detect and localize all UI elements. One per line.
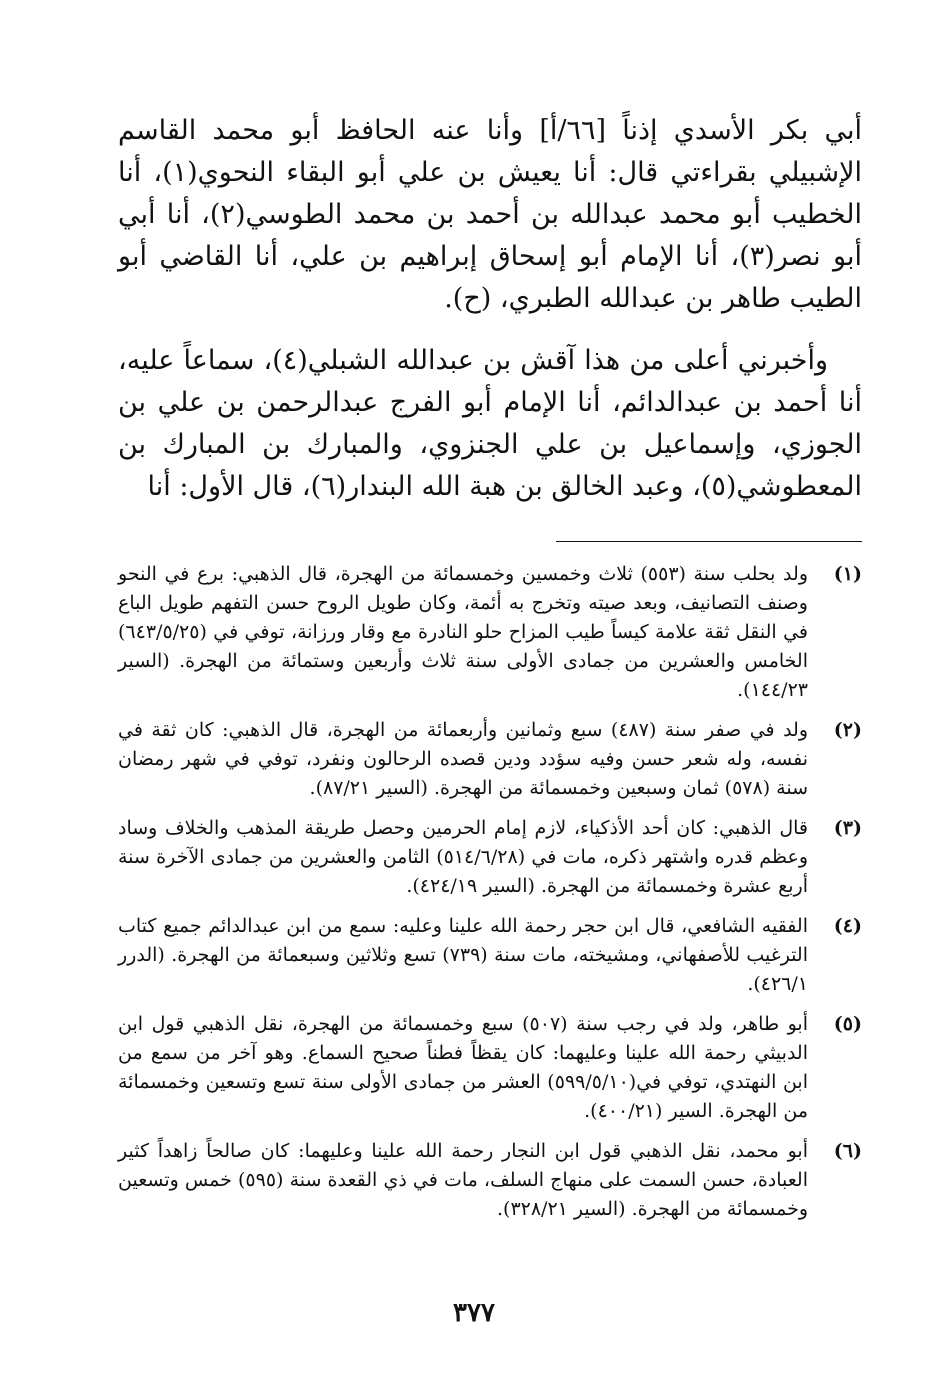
footnote-number: (١) <box>833 563 862 585</box>
footnote-number: (٦) <box>833 1140 862 1162</box>
footnote-2 <box>118 716 862 803</box>
footnotes <box>118 560 862 1235</box>
main-paragraph-2: وأخبرني أعلى من هذا آقش بن عبدالله الشبلي(٤)، سماعاً عليه، أنا أحمد بن عبدالدائم، أنا الإمام أبو الفرج عبدالرحمن بن علي بن الجوزي، وإسماعيل بن علي الجنزوي، والمبارك بن المبارك بن المعطوشي(٥)، وعبد الخالق بن هبة الله البندار(٦)، قال الأول: أنا <box>118 345 862 502</box>
page-number: ٣٧٧ <box>453 1298 495 1328</box>
footnote-number: (٤) <box>833 915 862 937</box>
footnote-text: قال الذهبي: كان أحد الأذكياء، لازم إمام الحرمين وحصل طريقة المذهب والخلاف وساد وعظم قدره واشتهر ذكره، مات في (٥١٤/٦/٢٨) الثامن والعشرين من جمادى الآخرة سنة أربع عشرة وخمسمائة من الهجرة. (السير ٤٢٤/١٩). <box>118 817 808 897</box>
footnote-1 <box>118 560 862 705</box>
footnote-4 <box>118 912 862 999</box>
footnote-number: (٣) <box>833 817 862 839</box>
footnote-separator <box>556 541 862 542</box>
footnote-number: (٥) <box>833 1013 862 1035</box>
footnote-number: (٢) <box>833 719 862 741</box>
footnote-6 <box>118 1137 862 1224</box>
main-text <box>118 110 862 508</box>
footnote-text: أبو طاهر، ولد في رجب سنة (٥٠٧) سبع وخمسمائة من الهجرة، نقل الذهبي قول ابن الدبيثي رحمة الله علينا وعليهما: كان يقظاً فطناً صحيح السماع. وهو آخر من سمع من ابن النهتدي، توفي في(٥٩٩/٥/١٠) العشر من جمادى الأولى سنة تسع وتسعين وخمسمائة من الهجرة. السير (٤٠٠/٢١). <box>118 1013 808 1122</box>
footnote-text: الفقيه الشافعي، قال ابن حجر رحمة الله علينا وعليه: سمع من ابن عبدالدائم جميع كتاب الترغيب للأصفهاني، ومشيخته، مات سنة (٧٣٩) تسع وثلاثين وسبعمائة من الهجرة. (الدرر ٤٢٦/١). <box>118 915 808 995</box>
footnote-3 <box>118 814 862 901</box>
footnote-text: ولد بحلب سنة (٥٥٣) ثلاث وخمسين وخمسمائة من الهجرة، قال الذهبي: برع في النحو وصنف التصانيف، وبعد صيته وتخرج به أئمة، وكان طويل الروح حسن التفهم طويل الباع في النقل ثقة علامة كيساً طيب المزاح حلو النادرة مع وقار ورزانة، توفي في (٦٤٣/٥/٢٥) الخامس والعشرين من جمادى الأولى سنة ثلاث وأربعين وستمائة من الهجرة. (السير ١٤٤/٢٣). <box>118 563 808 701</box>
footnote-5 <box>118 1010 862 1126</box>
main-paragraph-1: أبي بكر الأسدي إذناً [٦٦/أ] وأنا عنه الحافظ أبو محمد القاسم الإشبيلي بقراءتي قال: أنا يعيش بن علي أبو البقاء النحوي(١)، أنا الخطيب أبو محمد عبدالله بن أحمد بن محمد الطوسي(٢)، أنا أبي أبو نصر(٣)، أنا الإمام أبو إسحاق إبراهيم بن علي، أنا القاضي أبو الطيب طاهر بن عبدالله الطبري، (ح). <box>118 115 862 314</box>
footnote-text: أبو محمد، نقل الذهبي قول ابن النجار رحمة الله علينا وعليهما: كان صالحاً زاهداً كثير العبادة، حسن السمت على منهاج السلف، مات في ذي القعدة سنة (٥٩٥) خمس وتسعين وخمسمائة من الهجرة. (السير ٣٢٨/٢١). <box>118 1140 808 1220</box>
footnote-text: ولد في صفر سنة (٤٨٧) سبع وثمانين وأربعمائة من الهجرة، قال الذهبي: كان ثقة في نفسه، وله شعر حسن وفيه سؤدد ودين قصده الرحالون ونفرد، توفي في شهر رمضان سنة (٥٧٨) ثمان وسبعين وخمسمائة من الهجرة. (السير ٨٧/٢١). <box>118 719 809 799</box>
